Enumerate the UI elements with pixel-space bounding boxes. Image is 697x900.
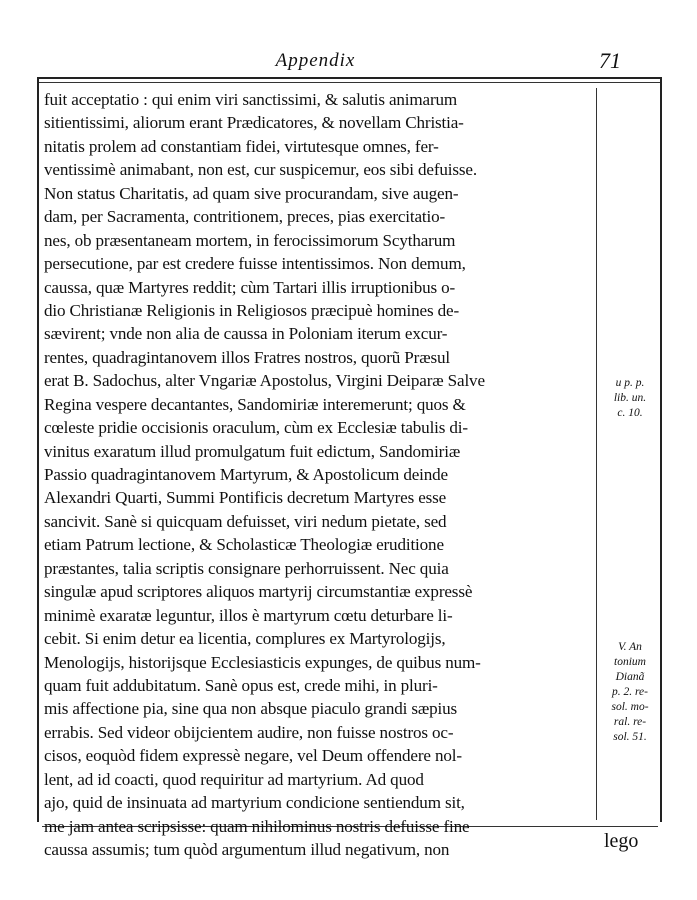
- text-line: Passio quadragintanovem Martyrum, & Apostolicum deinde: [44, 465, 448, 484]
- text-line: erat B. Sadochus, alter Vngariæ Apostolus, Virgini Deiparæ Salve: [44, 371, 485, 391]
- text-line: caussa, quæ Martyres reddit; cùm Tartari illis irruptionibus o-: [44, 277, 456, 297]
- running-head: [38, 48, 621, 73]
- main-text-block: [44, 88, 596, 859]
- text-line: nitatis prolem ad constantiam fidei, virtutesque omnes, fer-: [44, 136, 439, 156]
- text-line: dam, per Sacramenta, contritionem, preces, pias exercitatio-: [44, 207, 446, 227]
- text-line: Non status Charitatis, ad quam sive procurandam, sive augen-: [44, 183, 459, 203]
- frame-rule-top-inner: [38, 82, 660, 83]
- text-line: minimè exaratæ leguntur, illos è martyrum cœtu deturbare li-: [44, 605, 453, 625]
- margin-note-line: ral. re-: [613, 716, 647, 728]
- margin-note-line: tonium: [614, 656, 646, 668]
- margin-note-line: sol. 51.: [613, 731, 647, 743]
- text-line: rentes, quadragintanovem illos Fratres nostros, quorũ Præsul: [44, 347, 450, 367]
- margin-note-line: lib. un.: [613, 392, 647, 404]
- page-number: 71: [599, 48, 621, 73]
- margin-note-line: V. An: [618, 641, 642, 653]
- margin-note-line: p. 2. re-: [612, 686, 648, 698]
- text-line: ventissimè animabant, non est, cur suspicemur, eos sibi defuisse.: [44, 160, 477, 180]
- text-line: præstantes, talia scriptis consignare perhorruissent. Nec quia: [44, 558, 449, 578]
- margin-note-line: Dianã: [615, 671, 645, 683]
- text-line: lent, ad id coacti, quod requiritur ad martyrium. Ad quod: [44, 769, 424, 789]
- text-line: mis affectione pia, sine qua non absque piaculo grandi sæpius: [44, 699, 458, 719]
- catchword: lego: [604, 830, 639, 852]
- frame-rule-left: [37, 77, 39, 822]
- text-line: me jam antea scripsisse: quam nihilominus nostris defuisse fine: [44, 816, 470, 836]
- text-line: dio Christianæ Religionis in Religiosos præcipuè homines de-: [44, 300, 459, 320]
- text-line: cisos, eoquòd fidem expressè negare, vel Deum offendere nol-: [44, 746, 462, 766]
- margin-note-line: u p. p.: [615, 377, 645, 389]
- text-line: vinitus exaratum illud promulgatum fuit edictum, Sandomiriæ: [44, 441, 461, 461]
- text-line: persecutione, par est credere fuisse intentissimos. Non demum,: [44, 254, 466, 274]
- text-line: ajo, quid de insinuata ad martyrium condicione sentiendum sit,: [44, 793, 465, 813]
- margin-note-line: sol. mo-: [611, 701, 649, 713]
- margin-note-line: c. 10.: [617, 407, 643, 419]
- frame-rule-top: [38, 77, 660, 79]
- text-line: errabis. Sed videor obijcientem audire, non fuisse nostros oc-: [44, 722, 454, 742]
- text-line: Alexandri Quarti, Summi Pontificis decretum Martyres esse: [44, 488, 447, 508]
- text-line: sancivit. Sanè si quicquam defuisset, viri nedum pietate, sed: [44, 511, 447, 531]
- margin-note-reference-2: [602, 640, 658, 745]
- text-line: fuit acceptatio : qui enim viri sanctissimi, & salutis animarum: [44, 90, 458, 109]
- text-line: Regina vespere decantantes, Sandomiriæ interemerunt; quos &: [44, 394, 466, 414]
- text-line: cœleste pridie occisionis oraculum, cùm ex Ecclesiæ tabulis di-: [44, 418, 468, 438]
- margin-column-rule: [596, 88, 597, 820]
- text-line: Menologijs, historijsque Ecclesiasticis expunges, de quibus num-: [44, 652, 481, 672]
- text-line: caussa assumis; tum quòd argumentum illud negativum, non: [44, 840, 450, 859]
- text-line: sævirent; vnde non alia de caussa in Poloniam iterum excur-: [44, 324, 448, 344]
- running-title: Appendix: [275, 50, 356, 71]
- text-line: nes, ob præsentaneam mortem, in ferocissimorum Scytharum: [44, 230, 456, 250]
- text-line: quam fuit addubitatum. Sanè opus est, crede mihi, in pluri-: [44, 675, 438, 695]
- frame-rule-right: [660, 77, 662, 822]
- margin-note-reference-1: [602, 376, 658, 421]
- text-line: cebit. Si enim detur ea licentia, complures ex Martyrologijs,: [44, 629, 446, 649]
- text-line: etiam Patrum lectione, & Scholasticæ Theologiæ eruditione: [44, 535, 444, 555]
- text-line: singulæ apud scriptores aliquos martyrij circumstantiæ expressè: [44, 582, 473, 602]
- text-line: sitientissimi, aliorum erant Prædicatores, & novellam Christia-: [44, 113, 464, 133]
